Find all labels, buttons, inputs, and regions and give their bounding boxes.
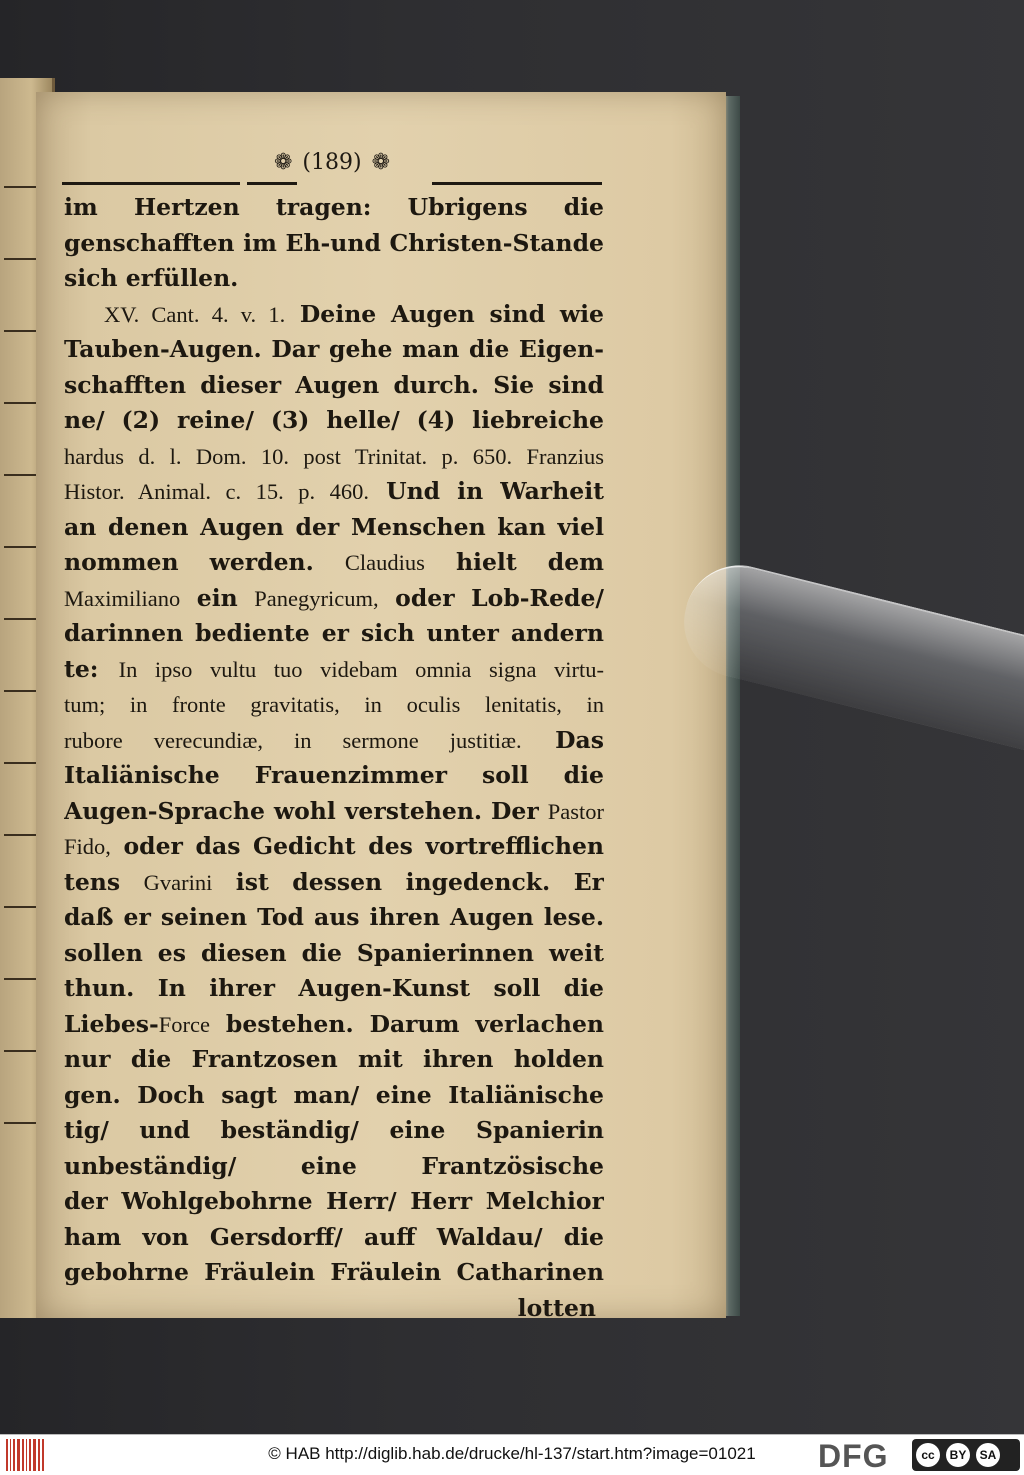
text-line — [64, 971, 604, 1007]
text-line — [64, 1078, 604, 1114]
fraktur-text: oder das Gedicht des vortrefflichen — [123, 832, 604, 860]
fraktur-text: im Hertzen tragen: Ubrigens die — [64, 193, 604, 221]
fraktur-text: unbeständig/ eine Frantzösische — [64, 1151, 604, 1180]
text-line — [64, 1184, 604, 1220]
text-line — [64, 226, 604, 262]
fraktur-text: genschafften im Eh-und Christen-Stande — [64, 228, 604, 257]
fraktur-text: tig/ und beständig/ eine Spanierin — [64, 1116, 604, 1144]
fraktur-text: nur die Frantzosen mit ihren holden — [64, 1045, 604, 1073]
fraktur-text: der Wohlgebohrne Herr/ Herr Melchior — [64, 1187, 604, 1215]
text-line — [64, 510, 604, 546]
fraktur-text: Tauben-Augen. Dar gehe man die Eigen- — [64, 335, 604, 363]
text-line — [64, 545, 604, 581]
text-line — [64, 794, 604, 830]
fraktur-text: te: — [64, 654, 119, 683]
ornament-left-icon: ❁ — [273, 150, 293, 175]
text-line — [64, 439, 604, 475]
fraktur-text: darinnen bediente er sich unter andern — [64, 619, 604, 647]
latin-text: tum; in fronte gravitatis, in oculis lenitatis, in — [64, 692, 604, 717]
fraktur-text: an denen Augen der Menschen kan viel — [64, 512, 604, 541]
fraktur-text: schafften dieser Augen durch. Sie sind — [64, 370, 604, 399]
fraktur-text: bestehen. Darum verlachen — [225, 1009, 604, 1038]
text-line — [64, 190, 604, 226]
text-line — [64, 900, 604, 936]
fraktur-text: ham von Gersdorff/ auff Waldau/ die — [64, 1222, 604, 1251]
fraktur-text: ist dessen ingedenck. Er — [235, 867, 604, 896]
text-line — [64, 368, 604, 404]
fraktur-text: sollen es diesen die Spanierinnen weit — [64, 938, 604, 967]
text-line — [64, 652, 604, 688]
fraktur-text: gen. Doch sagt man/ eine Italiänische — [64, 1080, 604, 1109]
latin-text: Gvarini — [143, 869, 213, 895]
cc-badge: cc — [916, 1443, 940, 1467]
text-line — [64, 1042, 604, 1078]
fraktur-text: sich erfüllen. — [64, 264, 239, 292]
text-line — [64, 581, 604, 617]
text-line — [64, 1113, 604, 1149]
text-line — [64, 723, 604, 759]
text-line — [64, 687, 604, 723]
latin-text: hardus d. l. Dom. 10. post Trinitat. p. 650. Franzius — [64, 443, 604, 469]
latin-text: Maximiliano — [64, 585, 181, 611]
latin-text: Histor. Animal. c. 15. p. 460. — [64, 479, 370, 504]
fraktur-text: tens — [64, 867, 144, 896]
ornament-right-icon: ❁ — [371, 150, 391, 175]
text-line — [64, 1255, 604, 1291]
page-text — [64, 190, 604, 1326]
dfg-logo: DFG — [818, 1438, 889, 1474]
fraktur-text: daß er seinen Tod aus ihren Augen lese. — [64, 903, 604, 931]
latin-text: Pastor — [547, 798, 604, 824]
text-line — [64, 297, 604, 333]
latin-text: rubore verecundiæ, in sermone justitiæ. — [64, 727, 522, 753]
page-header — [62, 150, 602, 190]
footer-bar — [0, 1434, 1024, 1475]
latin-text: Fido, — [64, 834, 111, 859]
fraktur-text: gebohrne Fräulein Fräulein Catharinen — [64, 1258, 604, 1286]
text-line — [64, 1149, 604, 1185]
sa-badge: SA — [976, 1443, 1000, 1467]
fraktur-text: Und in Warheit — [369, 477, 604, 505]
latin-text: Claudius — [344, 550, 425, 575]
catchword: lotten — [517, 1293, 596, 1322]
fraktur-text: Das — [521, 725, 604, 754]
text-line — [64, 758, 604, 794]
text-line — [64, 936, 604, 972]
text-line — [64, 403, 604, 439]
latin-text: XV. Cant. 4. v. 1. — [104, 301, 286, 327]
fraktur-text: hielt dem — [455, 548, 604, 576]
fraktur-text: Deine Augen sind wie — [285, 299, 604, 328]
text-line — [64, 1007, 604, 1043]
text-line — [64, 865, 604, 901]
fraktur-text: ein — [180, 583, 255, 612]
text-line — [64, 1220, 604, 1256]
fraktur-text: oder Lob-Rede/ — [378, 583, 604, 612]
fraktur-text: Augen-Sprache wohl verstehen. Der — [64, 796, 548, 825]
latin-text: In ipso vultu tuo videbam omnia signa virtu- — [118, 656, 604, 682]
fraktur-text: Italiänische Frauenzimmer soll die — [64, 761, 604, 789]
text-line — [64, 829, 604, 865]
fraktur-text: ne/ (2) reine/ (3) helle/ (4) liebreiche — [64, 406, 604, 434]
latin-text: Panegyricum, — [254, 585, 379, 611]
latin-text: Force — [158, 1011, 211, 1037]
fraktur-text: nommen werden. — [64, 548, 345, 576]
cc-license-icon[interactable] — [912, 1439, 1020, 1471]
text-line — [64, 261, 604, 297]
fraktur-text: Liebes- — [64, 1009, 159, 1038]
text-line — [64, 474, 604, 510]
text-line — [64, 332, 604, 368]
by-badge: BY — [946, 1443, 970, 1467]
fraktur-text: thun. In ihrer Augen-Kunst soll die — [64, 974, 604, 1002]
text-line — [64, 616, 604, 652]
page-number: (189) — [302, 150, 362, 175]
copyright-link[interactable]: © HAB http://diglib.hab.de/drucke/hl-137/start.htm?image=01021 — [268, 1444, 756, 1463]
